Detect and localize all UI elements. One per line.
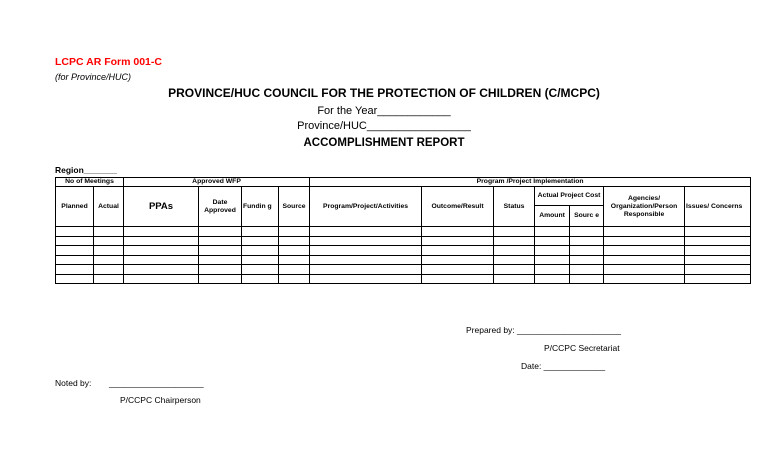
accomplishment-table [55, 177, 751, 284]
council-title: PROVINCE/HUC COUNCIL FOR THE PROTECTION OF CHILDREN (C/MCPC) [168, 86, 600, 100]
col-date-approved: Date Approved [199, 187, 242, 227]
table-cell[interactable] [422, 246, 494, 256]
table-cell[interactable] [310, 274, 422, 284]
group-header-meetings: No of Meetings [56, 178, 124, 187]
group-header-implementation: Program /Project Implementation [310, 178, 751, 187]
table-cell[interactable] [604, 236, 685, 246]
table-cell[interactable] [199, 227, 242, 237]
col-issues: Issues/ Concerns [685, 187, 751, 227]
table-cell[interactable] [422, 236, 494, 246]
table-cell[interactable] [604, 265, 685, 275]
table-cell[interactable] [685, 236, 751, 246]
table-cell[interactable] [279, 246, 310, 256]
table-cell[interactable] [242, 246, 279, 256]
table-row [56, 236, 751, 246]
table-cell[interactable] [56, 265, 94, 275]
table-cell[interactable] [604, 227, 685, 237]
table-cell[interactable] [570, 265, 604, 275]
table-cell[interactable] [242, 227, 279, 237]
col-status: Status [494, 187, 535, 227]
table-cell[interactable] [199, 274, 242, 284]
col-cost-source: Sourc e [570, 206, 604, 227]
table-cell[interactable] [94, 255, 124, 265]
col-agencies: Agencies/ Organization/Person Responsible [604, 187, 685, 227]
table-cell[interactable] [56, 246, 94, 256]
table-row [56, 274, 751, 284]
table-cell[interactable] [94, 274, 124, 284]
prepared-by: Prepared by: ______________________ [466, 325, 622, 335]
table-cell[interactable] [685, 274, 751, 284]
table-cell[interactable] [124, 274, 199, 284]
form-code: LCPC AR Form 001-C [55, 56, 162, 68]
table-cell[interactable] [570, 236, 604, 246]
col-funding: Fundin g [242, 187, 279, 227]
table-cell[interactable] [94, 227, 124, 237]
table-cell[interactable] [310, 246, 422, 256]
table-cell[interactable] [604, 274, 685, 284]
table-cell[interactable] [199, 255, 242, 265]
table-cell[interactable] [242, 265, 279, 275]
table-cell[interactable] [494, 255, 535, 265]
table-cell[interactable] [199, 236, 242, 246]
col-outcome: Outcome/Result [422, 187, 494, 227]
group-header-wfp: Approved WFP [124, 178, 310, 187]
table-cell[interactable] [124, 236, 199, 246]
table-cell[interactable] [570, 227, 604, 237]
col-ppas: PPAs [124, 187, 199, 227]
table-cell[interactable] [56, 255, 94, 265]
table-body [56, 227, 751, 284]
table-cell[interactable] [570, 274, 604, 284]
table-cell[interactable] [124, 246, 199, 256]
table-cell[interactable] [494, 246, 535, 256]
table-cell[interactable] [570, 246, 604, 256]
col-amount: Amount [535, 206, 570, 227]
year-line: For the Year____________ [317, 105, 451, 117]
table-cell[interactable] [242, 236, 279, 246]
chairperson-label: P/CCPC Chairperson [120, 395, 201, 405]
report-title: ACCOMPLISHMENT REPORT [303, 137, 465, 149]
table-row [56, 265, 751, 275]
table-cell[interactable] [94, 246, 124, 256]
date-line: Date: _____________ [521, 361, 606, 371]
table-cell[interactable] [279, 236, 310, 246]
table-cell[interactable] [124, 227, 199, 237]
table-row [56, 255, 751, 265]
col-program: Program/Project/Activities [310, 187, 422, 227]
table-cell[interactable] [570, 255, 604, 265]
table-cell[interactable] [494, 265, 535, 275]
noted-by-line: ____________________ [109, 378, 204, 388]
col-source: Source [279, 187, 310, 227]
table-cell[interactable] [422, 274, 494, 284]
table-cell[interactable] [279, 274, 310, 284]
table-cell[interactable] [535, 227, 570, 237]
form-subtitle: (for Province/HUC) [55, 72, 132, 82]
table-cell[interactable] [94, 265, 124, 275]
table-cell[interactable] [685, 255, 751, 265]
table-cell[interactable] [535, 246, 570, 256]
table-cell[interactable] [242, 255, 279, 265]
table-cell[interactable] [422, 265, 494, 275]
table-cell[interactable] [124, 265, 199, 275]
table-cell[interactable] [535, 255, 570, 265]
table-cell[interactable] [685, 246, 751, 256]
table-cell[interactable] [279, 227, 310, 237]
noted-by-label: Noted by: [55, 378, 92, 388]
table-cell[interactable] [685, 227, 751, 237]
table-cell[interactable] [279, 265, 310, 275]
table-cell[interactable] [56, 227, 94, 237]
table-cell[interactable] [279, 255, 310, 265]
table-cell[interactable] [199, 265, 242, 275]
table-cell[interactable] [56, 236, 94, 246]
table-cell[interactable] [685, 265, 751, 275]
table-cell[interactable] [56, 274, 94, 284]
region-label: Region_______ [55, 165, 117, 175]
table-cell[interactable] [494, 227, 535, 237]
table-cell[interactable] [310, 255, 422, 265]
table-cell[interactable] [124, 255, 199, 265]
table-cell[interactable] [422, 255, 494, 265]
province-line: Province/HUC_________________ [297, 120, 471, 132]
table-cell[interactable] [310, 265, 422, 275]
secretariat-label: P/CCPC Secretariat [544, 343, 620, 353]
table-cell[interactable] [310, 236, 422, 246]
col-actual: Actual [94, 187, 124, 227]
table-cell[interactable] [242, 274, 279, 284]
table-cell[interactable] [422, 227, 494, 237]
table-row [56, 227, 751, 237]
col-planned: Planned [56, 187, 94, 227]
table-cell[interactable] [535, 236, 570, 246]
table-row [56, 246, 751, 256]
col-actual-cost: Actual Project Cost [535, 187, 604, 206]
table-cell[interactable] [94, 236, 124, 246]
table-cell[interactable] [604, 255, 685, 265]
table-cell[interactable] [535, 265, 570, 275]
table-cell[interactable] [199, 246, 242, 256]
table-cell[interactable] [494, 274, 535, 284]
table-cell[interactable] [310, 227, 422, 237]
table-cell[interactable] [535, 274, 570, 284]
table-cell[interactable] [604, 246, 685, 256]
table-cell[interactable] [494, 236, 535, 246]
